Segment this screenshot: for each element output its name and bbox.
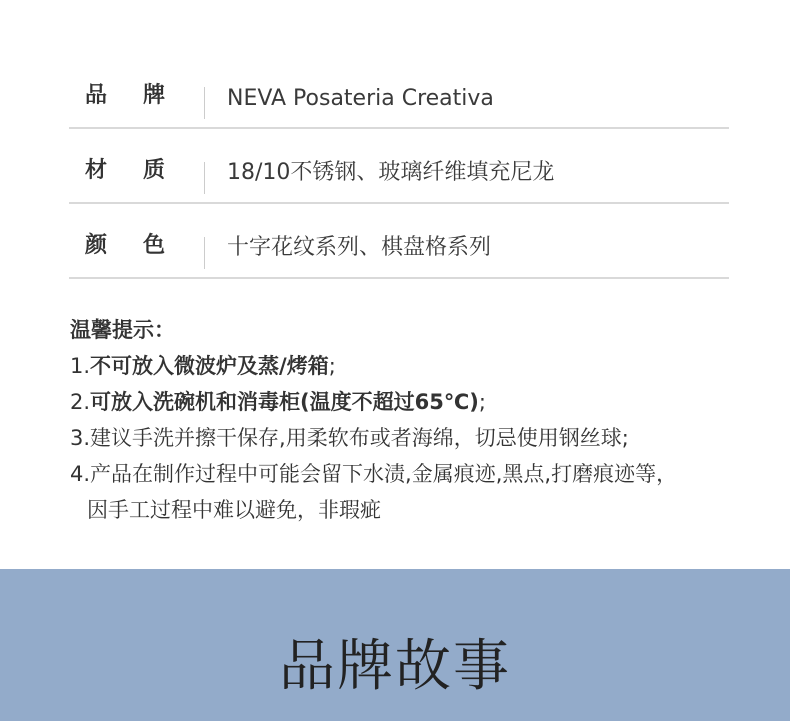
spec-divider xyxy=(204,162,205,194)
note-number: 4. xyxy=(70,462,91,486)
spec-value: 18/10不锈钢、玻璃纤维填充尼龙 xyxy=(227,160,555,185)
spec-label-char: 牌 xyxy=(142,83,165,108)
spec-label xyxy=(85,228,165,259)
note-text: ; xyxy=(478,390,486,414)
note-bold-text: 不可放入微波炉及蒸/烤箱 xyxy=(90,354,329,378)
note-text: 建议手洗并擦干保存,用柔软布或者海绵，切忌使用钢丝球; xyxy=(90,426,629,450)
spec-label-char: 品 xyxy=(85,83,108,108)
spec-label-char: 颜 xyxy=(85,233,108,258)
spec-row-material xyxy=(69,129,729,204)
spec-label-char: 质 xyxy=(142,158,165,183)
care-notes xyxy=(70,312,760,528)
spec-value: NEVA Posateria Creativa xyxy=(227,86,494,111)
note-number: 2. xyxy=(70,390,91,414)
spec-divider xyxy=(204,237,205,269)
note-text: 产品在制作过程中可能会留下水渍,金属痕迹,黑点,打磨痕迹等， xyxy=(90,462,678,486)
spec-table xyxy=(69,54,729,279)
spec-label xyxy=(85,78,165,109)
care-note-item xyxy=(70,384,760,420)
spec-label-char: 色 xyxy=(142,233,165,258)
spec-row-brand xyxy=(69,54,729,129)
brand-story-title: 品牌故事 xyxy=(279,634,511,699)
care-note-item xyxy=(70,420,760,456)
care-note-item xyxy=(70,348,760,384)
spec-value: 十字花纹系列、棋盘格系列 xyxy=(227,235,492,260)
note-bold-text: 可放入洗碗机和消毒柜(温度不超过65℃) xyxy=(90,390,479,414)
spec-label xyxy=(85,153,165,184)
spec-divider xyxy=(204,87,205,119)
spec-label-char: 材 xyxy=(85,158,108,183)
spec-row-color xyxy=(69,204,729,279)
care-note-item xyxy=(70,456,760,492)
care-notes-title: 温馨提示： xyxy=(70,318,175,342)
note-number: 3. xyxy=(70,426,91,450)
note-text: ; xyxy=(328,354,336,378)
note-number: 1. xyxy=(70,354,91,378)
care-note-continuation: 因手工过程中难以避免，非瑕疵 xyxy=(87,498,381,522)
